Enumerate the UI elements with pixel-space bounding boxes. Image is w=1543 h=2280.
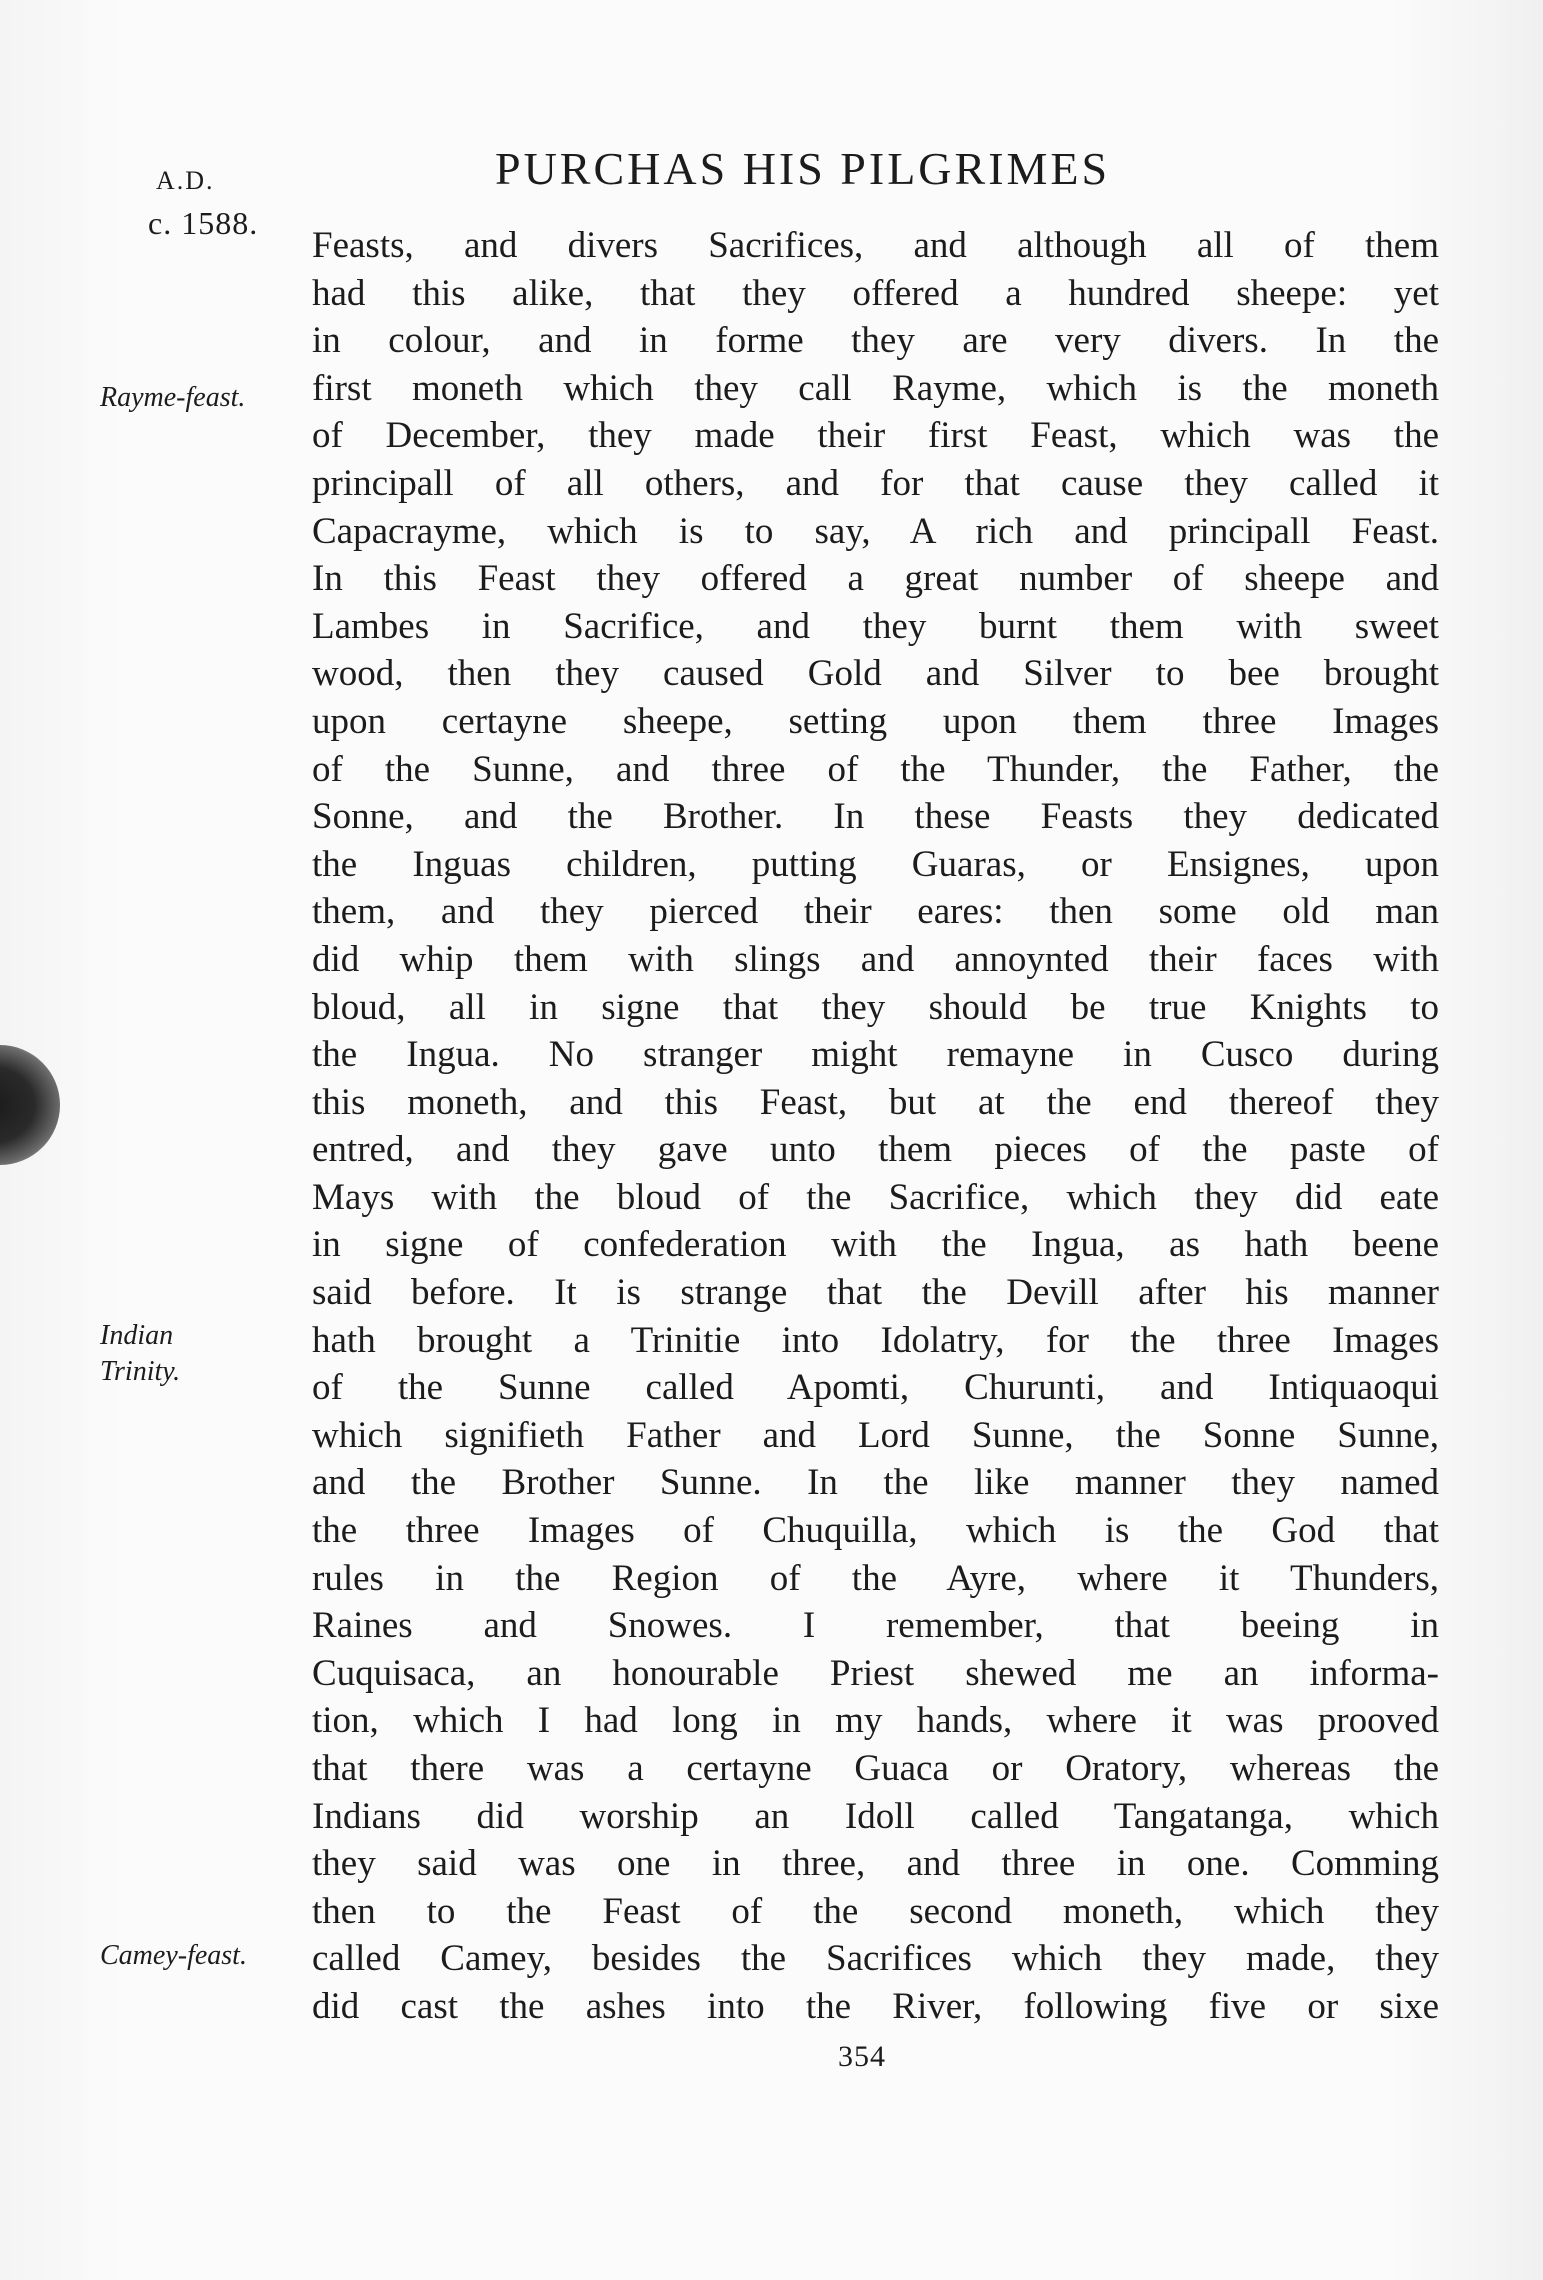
text-line: said before. It is strange that the Devill after his manner — [312, 1272, 1439, 1314]
side-note-camey: Camey-feast. — [100, 1940, 247, 1971]
text-line: In this Feast they offered a great number of sheepe and — [312, 558, 1439, 600]
text-line: them, and they pierced their eares: then some old man — [312, 891, 1439, 933]
side-note-indian: Indian — [100, 1320, 174, 1351]
header-date — [148, 160, 258, 244]
text-line: tion, which I had long in my hands, where it was prooved — [312, 1700, 1439, 1742]
text-line: Sonne, and the Brother. In these Feasts they dedicated — [312, 796, 1439, 838]
running-title: PURCHAS HIS PILGRIMES — [495, 143, 1111, 194]
text-line: this moneth, and this Feast, but at the end thereof they — [312, 1081, 1439, 1123]
date-year: c. 1588. — [148, 205, 259, 241]
text-line: in colour, and in forme they are very divers. In the — [312, 320, 1439, 362]
thumb-shadow — [0, 1045, 60, 1165]
side-note-rayme: Rayme-feast. — [100, 382, 246, 413]
date-label: A.D. — [156, 166, 215, 195]
text-line: rules in the Region of the Ayre, where it Thunders, — [312, 1557, 1439, 1599]
side-note-indian-trinity — [100, 1318, 180, 1390]
text-line: the Inguas children, putting Guaras, or Ensignes, upon — [312, 843, 1439, 885]
text-line: then to the Feast of the second moneth, which they — [312, 1890, 1439, 1932]
side-note-trinity: Trinity. — [100, 1356, 181, 1387]
text-line: called Camey, besides the Sacrifices which they made, they — [312, 1938, 1439, 1980]
text-line: did cast the ashes into the River, following five or sixe — [312, 1985, 1439, 2027]
text-line: Raines and Snowes. I remember, that beeing in — [312, 1605, 1439, 1647]
text-line: they said was one in three, and three in one. Comming — [312, 1843, 1439, 1885]
text-line: Indians did worship an Idoll called Tangatanga, which — [312, 1795, 1439, 1837]
text-line: the three Images of Chuquilla, which is the God that — [312, 1510, 1439, 1552]
text-line: hath brought a Trinitie into Idolatry, for the three Images — [312, 1319, 1439, 1361]
text-line: in signe of confederation with the Ingua, as hath beene — [312, 1224, 1439, 1266]
text-line: entred, and they gave unto them pieces of the paste of — [312, 1129, 1439, 1171]
text-line: did whip them with slings and annoynted their faces with — [312, 938, 1439, 980]
text-line: Feasts, and divers Sacrifices, and although all of them — [312, 225, 1439, 266]
text-line: first moneth which they call Rayme, which is the moneth — [312, 367, 1439, 409]
text-line: Cuquisaca, an honourable Priest shewed me an informa- — [312, 1652, 1439, 1694]
text-line: and the Brother Sunne. In the like manner they named — [312, 1462, 1439, 1504]
text-line: which signifieth Father and Lord Sunne, the Sonne Sunne, — [312, 1414, 1439, 1456]
text-line: Lambes in Sacrifice, and they burnt them with sweet — [312, 605, 1439, 647]
text-line: Mays with the bloud of the Sacrifice, which they did eate — [312, 1176, 1439, 1218]
text-line: Capacrayme, which is to say, A rich and principall Feast. — [312, 510, 1439, 552]
text-line: of the Sunne, and three of the Thunder, the Father, the — [312, 748, 1439, 790]
text-line: upon certayne sheepe, setting upon them three Images — [312, 700, 1439, 742]
text-line: of the Sunne called Apomti, Churunti, and Intiquaoqui — [312, 1367, 1439, 1409]
text-line: principall of all others, and for that cause they called it — [312, 462, 1439, 504]
text-line: bloud, all in signe that they should be true Knights to — [312, 986, 1439, 1028]
page-number: 354 — [838, 2040, 886, 2073]
text-line: the Ingua. No stranger might remayne in Cusco during — [312, 1034, 1439, 1076]
text-line: had this alike, that they offered a hundred sheepe: yet — [312, 272, 1439, 314]
text-line: wood, then they caused Gold and Silver to bee brought — [312, 653, 1439, 695]
body-text — [312, 222, 1439, 2031]
text-line: that there was a certayne Guaca or Oratory, whereas the — [312, 1748, 1439, 1789]
text-line: of December, they made their first Feast, which was the — [312, 415, 1439, 457]
